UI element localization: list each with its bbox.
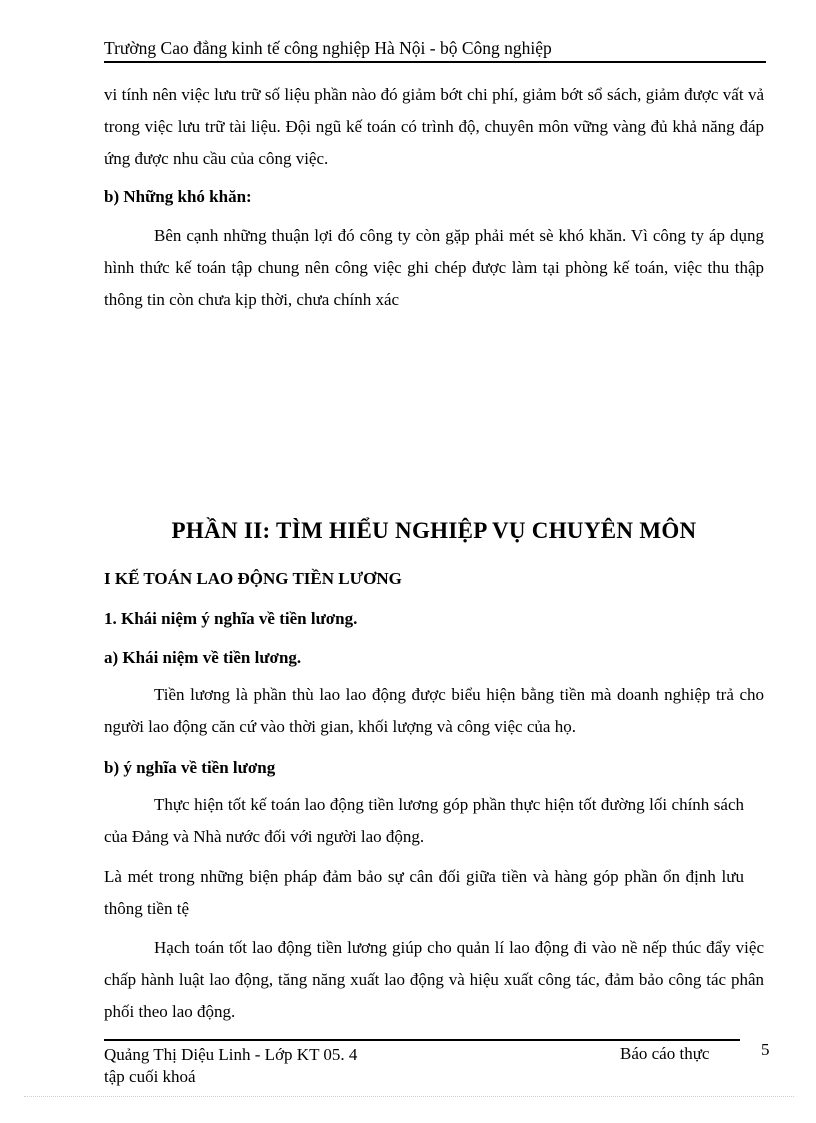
footer-rule bbox=[104, 1039, 740, 1041]
header-rule bbox=[104, 61, 766, 63]
footer-report-label: Báo cáo thực bbox=[620, 1044, 710, 1063]
meaning-paragraph-3: Hạch toán tốt lao động tiền lương giúp cho quản lí lao động đi vào nề nếp thúc đẩy việc chấp hành luật lao động, tăng năng xuất lao động và hiệu xuất công tác, đảm bảo công tác phân phối theo lao động. bbox=[104, 938, 764, 1021]
meaning-paragraph-2: Là mét trong những biện pháp đảm bảo sự cân đối giữa tiền và hàng góp phần ổn định lưu thông tiền tệ bbox=[104, 867, 744, 918]
concept-heading: a) Khái niệm về tiền lương. bbox=[104, 648, 302, 667]
meaning-paragraph-1: Thực hiện tốt kế toán lao động tiền lương góp phần thực hiện tốt đường lối chính sách của Đảng và Nhà nước đối với người lao động. bbox=[104, 795, 744, 846]
difficulties-heading: b) Những khó khăn: bbox=[104, 187, 252, 206]
running-header: Trường Cao đẳng kinh tế công nghiệp Hà Nội - bộ Công nghiệp bbox=[104, 38, 552, 58]
meaning-heading: b) ý nghĩa về tiền lương bbox=[104, 758, 276, 777]
difficulties-paragraph: Bên cạnh những thuận lợi đó công ty còn gặp phải mét sè khó khăn. Vì công ty áp dụng hình thức kế toán tập chung nên công việc ghi chép được làm tại phòng kế toán, việc thu thập thông tin còn chưa kịp thời, chưa chính xác bbox=[104, 226, 764, 309]
page-bottom-dotted-line bbox=[24, 1096, 794, 1097]
section-heading: I KẾ TOÁN LAO ĐỘNG TIỀN LƯƠNG bbox=[104, 569, 402, 588]
footer-author-line: Quảng Thị Diệu Linh - Lớp KT 05. 4 bbox=[104, 1045, 358, 1064]
page-number: 5 bbox=[761, 1040, 770, 1059]
intro-paragraph: vi tính nên việc lưu trữ số liệu phần nào đó giảm bớt chi phí, giảm bớt sổ sách, giảm được vất vả trong việc lưu trữ tài liệu. Đội ngũ kế toán có trình độ, chuyên môn vững vàng đủ khả năng đáp ứng được nhu cầu của công việc. bbox=[104, 85, 764, 168]
concept-paragraph: Tiền lương là phần thù lao lao động được biểu hiện bằng tiền mà doanh nghiệp trả cho người lao động căn cứ vào thời gian, khối lượng và công việc của họ. bbox=[104, 685, 764, 736]
subsection-heading: 1. Khái niệm ý nghĩa về tiền lương. bbox=[104, 609, 358, 628]
part-title: PHẦN II: TÌM HIỂU NGHIỆP VỤ CHUYÊN MÔN bbox=[171, 518, 697, 543]
footer-report-label-cont: tập cuối khoá bbox=[104, 1067, 196, 1086]
footer-author bbox=[104, 1044, 357, 1088]
